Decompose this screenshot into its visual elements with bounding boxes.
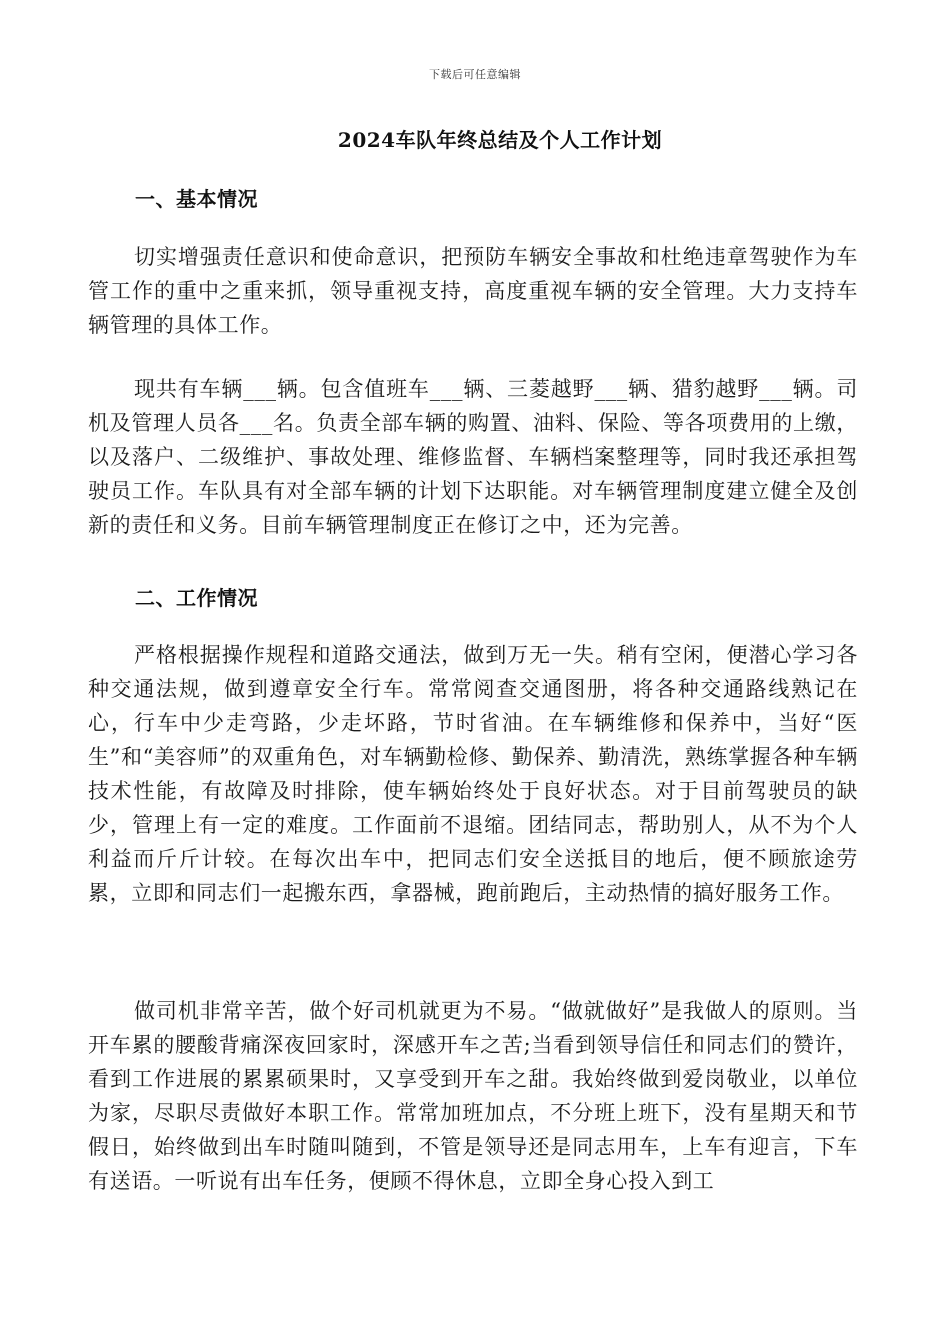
paragraph-work-1: 严格根据操作规程和道路交通法，做到万无一失。稍有空闲，便潜心学习各种交通法规，做到遵章安全行车。常常阅查交通图册，将各种交通路线熟记在心，行车中少走弯路，少走坏路，节时省油。在车辆维修和保养中，当好“医生”和“美容师”的双重角色，对车辆勤检修、勤保养、勤清洗，熟练掌握各种车辆技术性能，有故障及时排除，使车辆始终处于良好状态。对于目前驾驶员的缺少，管理上有一定的难度。工作面前不退缩。团结同志，帮助别人，从不为个人利益而斤斤计较。在每次出车中，把同志们安全送抵目的地后，便不顾旅途劳累，立即和同志们一起搬东西，拿器械，跑前跑后，主动热情的搞好服务工作。 <box>88 643 858 905</box>
section-heading-basic: 一、基本情况 <box>135 187 258 211</box>
section-heading-work: 二、工作情况 <box>135 586 258 610</box>
document-title: 2024车队年终总结及个人工作计划 <box>337 128 663 152</box>
paragraph-basic-2: 现共有车辆___辆。包含值班车___辆、三菱越野___辆、猎豹越野___辆。司机及管理人员各___名。负责全部车辆的购置、油料、保险、等各项费用的上缴，以及落户、二级维护、事故处理、维修监督、车辆档案整理等，同时我还承担驾驶员工作。车队具有对全部车辆的计划下达职能。对车辆管理制度建立健全及创新的责任和义务。目前车辆管理制度正在修订之中，还为完善。 <box>88 377 858 537</box>
paragraph-work-2: 做司机非常辛苦，做个好司机就更为不易。“做就做好”是我做人的原则。当开车累的腰酸背痛深夜回家时，深感开车之苦;当看到领导信任和同志们的赞许，看到工作进展的累累硕果时，又享受到开车之甜。我始终做到爱岗敬业，以单位为家，尽职尽责做好本职工作。常常加班加点，不分班上班下，没有星期天和节假日，始终做到出车时随叫随到，不管是领导还是同志用车，上车有迎言，下车有送语。一听说有出车任务，便顾不得休息，立即全身心投入到工 <box>88 999 858 1193</box>
paragraph-basic-1: 切实增强责任意识和使命意识，把预防车辆安全事故和杜绝违章驾驶作为车管工作的重中之重来抓，领导重视支持，高度重视车辆的安全管理。大力支持车辆管理的具体工作。 <box>88 245 858 337</box>
header-note: 下载后可任意编辑 <box>429 68 521 81</box>
